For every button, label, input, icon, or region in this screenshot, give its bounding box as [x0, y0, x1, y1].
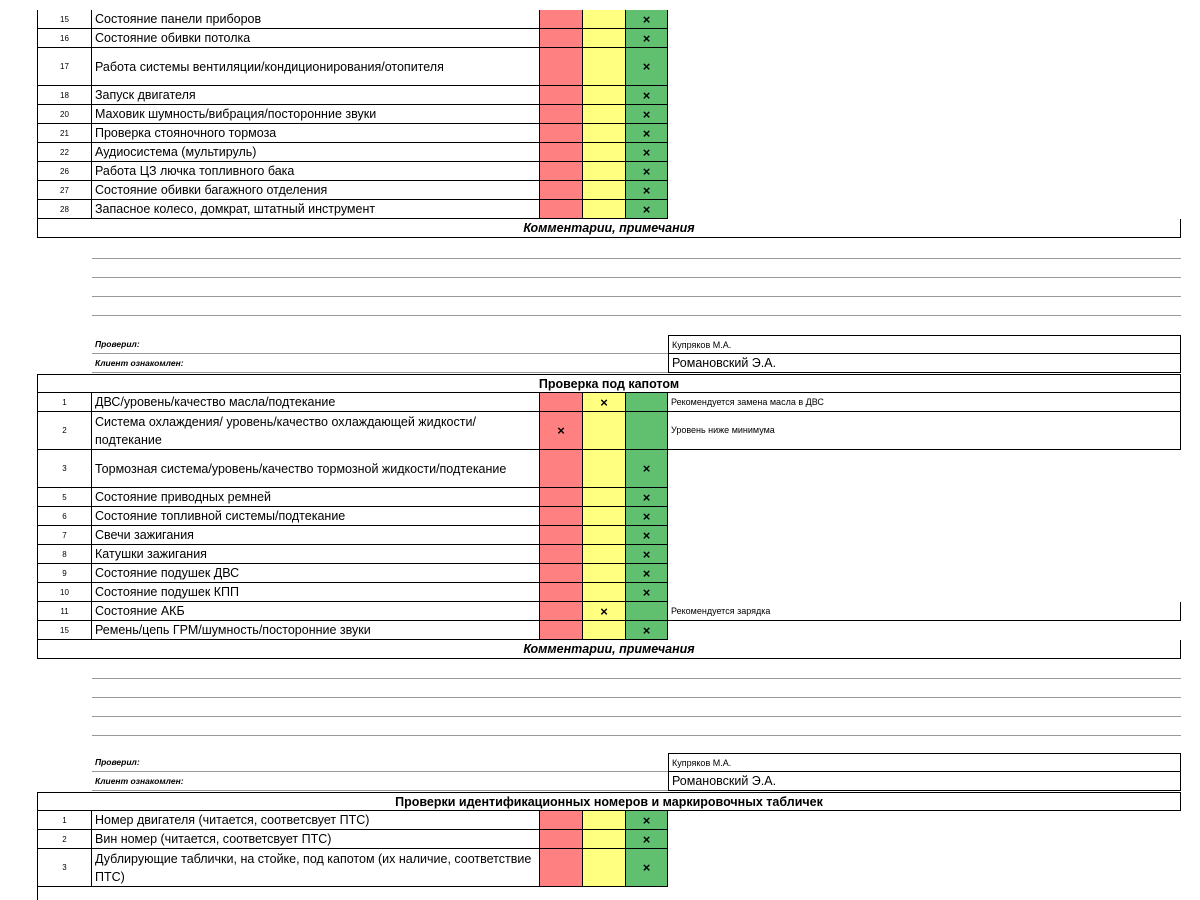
- row-number: 26: [37, 162, 92, 181]
- status-yellow-cell: [583, 507, 626, 526]
- row-number: 6: [37, 507, 92, 526]
- table-row: [37, 393, 1181, 412]
- border-line: [37, 219, 38, 238]
- section-header: [37, 374, 1181, 393]
- row-comment: Рекомендуется замена масла в ДВС: [668, 393, 1181, 412]
- status-green-cell: ×: [626, 200, 668, 219]
- row-number: 5: [37, 488, 92, 507]
- status-green-cell: ×: [626, 621, 668, 640]
- table-row: [37, 412, 1181, 450]
- table-row: [37, 621, 1181, 640]
- comments-section: [37, 640, 1181, 659]
- client-value: Романовский Э.А.: [668, 772, 1181, 791]
- status-green-cell: ×: [626, 48, 668, 86]
- status-yellow-cell: [583, 124, 626, 143]
- status-yellow-cell: [583, 811, 626, 830]
- status-yellow-cell: [583, 200, 626, 219]
- table-row: [37, 507, 1181, 526]
- status-red-cell: [540, 393, 583, 412]
- comment-line: [92, 296, 1181, 297]
- table-row: [37, 29, 1181, 48]
- table-row: [37, 86, 1181, 105]
- status-green-cell: ×: [626, 849, 668, 887]
- row-description: Запуск двигателя: [92, 86, 540, 105]
- checked-by-row: [37, 753, 1181, 772]
- status-yellow-cell: [583, 10, 626, 29]
- status-red-cell: [540, 830, 583, 849]
- status-red-cell: [540, 10, 583, 29]
- status-yellow-cell: [583, 450, 626, 488]
- status-yellow-cell: [583, 105, 626, 124]
- checked-by-value: Купряков М.А.: [668, 753, 1181, 772]
- checked-by-label: Проверил:: [92, 335, 668, 354]
- comment-line: [92, 697, 1181, 698]
- comment-line: [92, 258, 1181, 259]
- row-number: 22: [37, 143, 92, 162]
- status-green-cell: ×: [626, 583, 668, 602]
- table-row: [37, 545, 1181, 564]
- row-description: Работа системы вентиляции/кондиционирования/отопителя: [92, 48, 540, 86]
- status-yellow-cell: [583, 526, 626, 545]
- row-description: Состояние обивки потолка: [92, 29, 540, 48]
- status-green-cell: ×: [626, 181, 668, 200]
- row-description: Состояние топливной системы/подтекание: [92, 507, 540, 526]
- row-description: Номер двигателя (читается, соответсвует ПТС): [92, 811, 540, 830]
- status-yellow-cell: [583, 162, 626, 181]
- status-yellow-cell: [583, 564, 626, 583]
- status-red-cell: [540, 488, 583, 507]
- row-number: 3: [37, 450, 92, 488]
- status-red-cell: [540, 124, 583, 143]
- status-green-cell: ×: [626, 545, 668, 564]
- client-label: Клиент ознакомлен:: [92, 354, 668, 373]
- table-row: [37, 105, 1181, 124]
- status-green-cell: ×: [626, 811, 668, 830]
- section-header: [37, 792, 1181, 811]
- status-green-cell: ×: [626, 830, 668, 849]
- status-yellow-cell: [583, 849, 626, 887]
- status-red-cell: [540, 86, 583, 105]
- row-description: Проверка стояночного тормоза: [92, 124, 540, 143]
- status-green-cell: ×: [626, 507, 668, 526]
- row-description: Вин номер (читается, соответсвует ПТС): [92, 830, 540, 849]
- status-red-cell: [540, 200, 583, 219]
- status-green-cell: ×: [626, 86, 668, 105]
- client-label: Клиент ознакомлен:: [92, 772, 668, 791]
- row-number: 7: [37, 526, 92, 545]
- status-yellow-cell: [583, 545, 626, 564]
- row-number: 21: [37, 124, 92, 143]
- row-number: 15: [37, 621, 92, 640]
- status-green-cell: [626, 393, 668, 412]
- row-description: Состояние АКБ: [92, 602, 540, 621]
- client-row: [37, 354, 1181, 373]
- comment-line: [92, 315, 1181, 316]
- status-red-cell: [540, 526, 583, 545]
- row-description: Свечи зажигания: [92, 526, 540, 545]
- status-red-cell: [540, 811, 583, 830]
- status-green-cell: ×: [626, 564, 668, 583]
- row-number: 15: [37, 10, 92, 29]
- status-green-cell: ×: [626, 10, 668, 29]
- status-red-cell: [540, 143, 583, 162]
- checked-by-row: [37, 335, 1181, 354]
- table-row: [37, 124, 1181, 143]
- table-row: [37, 143, 1181, 162]
- row-number: 1: [37, 811, 92, 830]
- section-title: Проверка под капотом: [37, 374, 1181, 393]
- row-description: Дублирующие таблички, на стойке, под капотом (их наличие, соответствие ПТС): [92, 849, 540, 887]
- status-red-cell: [540, 181, 583, 200]
- status-red-cell: [540, 105, 583, 124]
- status-green-cell: ×: [626, 162, 668, 181]
- status-red-cell: [540, 507, 583, 526]
- status-red-cell: ×: [540, 412, 583, 450]
- status-red-cell: [540, 48, 583, 86]
- table-row: [37, 488, 1181, 507]
- row-number: 2: [37, 830, 92, 849]
- status-yellow-cell: [583, 29, 626, 48]
- row-number: 20: [37, 105, 92, 124]
- status-red-cell: [540, 849, 583, 887]
- status-yellow-cell: ×: [583, 602, 626, 621]
- row-description: Состояние панели приборов: [92, 10, 540, 29]
- row-description: Аудиосистема (мультируль): [92, 143, 540, 162]
- table-row: [37, 181, 1181, 200]
- comments-header: Комментарии, примечания: [37, 640, 1181, 659]
- status-green-cell: ×: [626, 29, 668, 48]
- comment-line: [92, 678, 1181, 679]
- status-green-cell: ×: [626, 143, 668, 162]
- row-description: Работа ЦЗ лючка топливного бака: [92, 162, 540, 181]
- row-number: 8: [37, 545, 92, 564]
- status-green-cell: ×: [626, 488, 668, 507]
- row-comment: Рекомендуется зарядка: [668, 602, 1181, 621]
- table-row: [37, 450, 1181, 488]
- row-description: Состояние обивки багажного отделения: [92, 181, 540, 200]
- status-yellow-cell: [583, 830, 626, 849]
- table-row: [37, 48, 1181, 86]
- status-yellow-cell: [583, 583, 626, 602]
- status-yellow-cell: [583, 181, 626, 200]
- row-description: Запасное колесо, домкрат, штатный инструмент: [92, 200, 540, 219]
- status-yellow-cell: ×: [583, 393, 626, 412]
- row-number: 16: [37, 29, 92, 48]
- status-red-cell: [540, 583, 583, 602]
- status-red-cell: [540, 450, 583, 488]
- table-row: [37, 811, 1181, 830]
- row-description: Тормозная система/уровень/качество тормозной жидкости/подтекание: [92, 450, 540, 488]
- status-red-cell: [540, 564, 583, 583]
- row-number: 1: [37, 393, 92, 412]
- row-number: 10: [37, 583, 92, 602]
- row-description: Маховик шумность/вибрация/посторонние звуки: [92, 105, 540, 124]
- status-yellow-cell: [583, 143, 626, 162]
- row-description: ДВС/уровень/качество масла/подтекание: [92, 393, 540, 412]
- comments-header: Комментарии, примечания: [37, 219, 1181, 238]
- client-value: Романовский Э.А.: [668, 354, 1181, 373]
- row-description: Ремень/цепь ГРМ/шумность/посторонние звуки: [92, 621, 540, 640]
- row-number: 28: [37, 200, 92, 219]
- row-comment: Уровень ниже минимума: [668, 412, 1181, 450]
- row-number: 11: [37, 602, 92, 621]
- comments-section: [37, 219, 1181, 238]
- table-row: [37, 10, 1181, 29]
- status-red-cell: [540, 545, 583, 564]
- row-description: Состояние подушек КПП: [92, 583, 540, 602]
- table-row: [37, 200, 1181, 219]
- checked-by-value: Купряков М.А.: [668, 335, 1181, 354]
- table-row: [37, 602, 1181, 621]
- table-row: [37, 583, 1181, 602]
- table-row: [37, 830, 1181, 849]
- status-green-cell: [626, 602, 668, 621]
- status-red-cell: [540, 162, 583, 181]
- status-green-cell: [626, 412, 668, 450]
- status-green-cell: ×: [626, 450, 668, 488]
- status-yellow-cell: [583, 48, 626, 86]
- status-yellow-cell: [583, 488, 626, 507]
- row-description: Состояние подушек ДВС: [92, 564, 540, 583]
- row-number: 18: [37, 86, 92, 105]
- row-number: 9: [37, 564, 92, 583]
- checked-by-label: Проверил:: [92, 753, 668, 772]
- status-green-cell: ×: [626, 526, 668, 545]
- status-red-cell: [540, 29, 583, 48]
- row-description: Состояние приводных ремней: [92, 488, 540, 507]
- table-row: [37, 849, 1181, 887]
- table-row: [37, 526, 1181, 545]
- row-number: 27: [37, 181, 92, 200]
- section-title: Проверки идентификационных номеров и маркировочных табличек: [37, 792, 1181, 811]
- status-yellow-cell: [583, 412, 626, 450]
- row-number: 17: [37, 48, 92, 86]
- status-yellow-cell: [583, 621, 626, 640]
- table-row: [37, 564, 1181, 583]
- status-green-cell: ×: [626, 105, 668, 124]
- row-description: Катушки зажигания: [92, 545, 540, 564]
- comment-line: [92, 735, 1181, 736]
- status-red-cell: [540, 602, 583, 621]
- border-line: [37, 887, 38, 900]
- client-row: [37, 772, 1181, 791]
- status-red-cell: [540, 621, 583, 640]
- comment-line: [92, 277, 1181, 278]
- row-number: 2: [37, 412, 92, 450]
- status-yellow-cell: [583, 86, 626, 105]
- comment-line: [92, 716, 1181, 717]
- table-row: [37, 162, 1181, 181]
- status-green-cell: ×: [626, 124, 668, 143]
- row-number: 3: [37, 849, 92, 887]
- row-description: Система охлаждения/ уровень/качество охлаждающей жидкости/подтекание: [92, 412, 540, 450]
